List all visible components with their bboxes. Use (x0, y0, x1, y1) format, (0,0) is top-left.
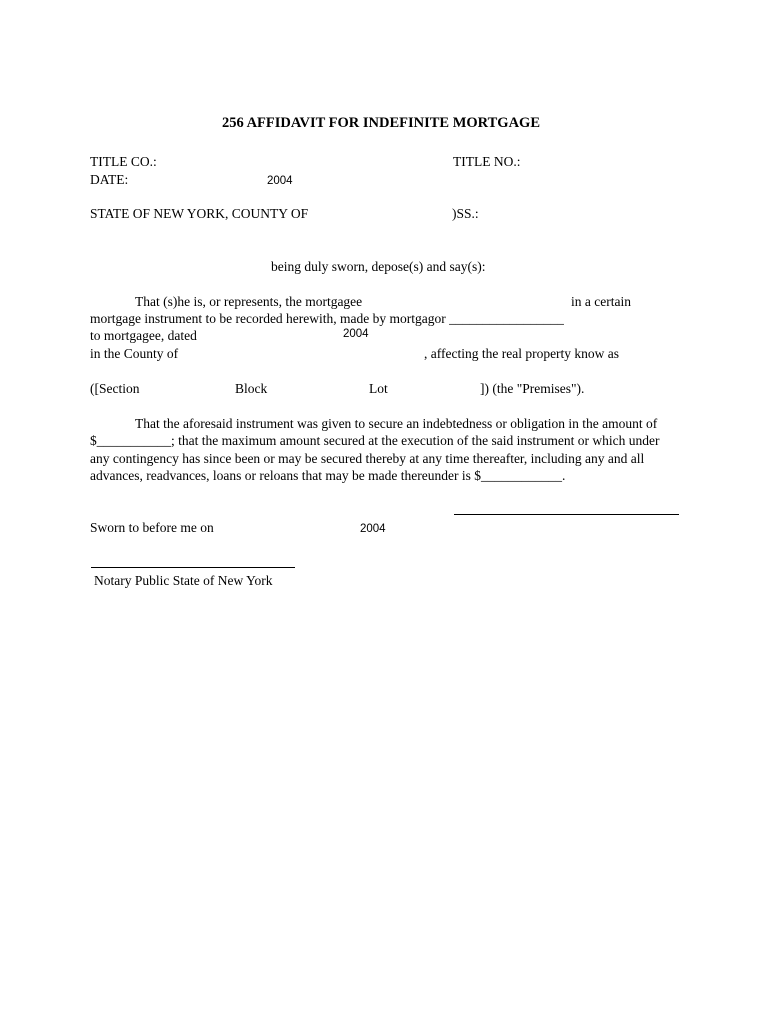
block-label: Block (235, 381, 268, 396)
para2-line3: any contingency has since been or may be secured thereby at any time thereafter, including any and all (90, 451, 645, 466)
lot-label: Lot (369, 381, 388, 396)
sworn-statement: being duly sworn, depose(s) and say(s): (271, 259, 486, 274)
ss-label: )SS.: (452, 206, 479, 221)
date-year: 2004 (267, 175, 293, 187)
section-label: ([Section (90, 381, 140, 396)
para1-line2: mortgage instrument to be recorded herewith, made by mortgagor _________________ (90, 311, 564, 326)
dated-year: 2004 (343, 328, 369, 340)
state-county-label: STATE OF NEW YORK, COUNTY OF (90, 206, 309, 221)
para1-line4-end: , affecting the real property know as (424, 346, 620, 361)
notary-signature-line (91, 567, 295, 568)
affiant-signature-line (454, 514, 679, 515)
para2-line2: $___________; that the maximum amount secured at the execution of the said instrument or which under (90, 433, 660, 448)
para2-line1: That the aforesaid instrument was given to secure an indebtedness or obligation in the amount of (135, 416, 658, 431)
notary-label: Notary Public State of New York (94, 573, 273, 588)
title-no-label: TITLE NO.: (453, 154, 521, 169)
sworn-before-label: Sworn to before me on (90, 520, 214, 535)
sworn-year: 2004 (360, 523, 386, 535)
date-label: DATE: (90, 172, 129, 187)
para1-line1-start: That (s)he is, or represents, the mortgagee (135, 294, 363, 309)
title-co-label: TITLE CO.: (90, 154, 157, 169)
para1-line3: to mortgagee, dated (90, 328, 197, 343)
document-title: 256 AFFIDAVIT FOR INDEFINITE MORTGAGE (222, 115, 540, 131)
para2-line4: advances, readvances, loans or reloans that may be made thereunder is $____________. (90, 468, 566, 483)
premises-label: ]) (the "Premises"). (480, 381, 585, 396)
para1-line1-end: in a certain (571, 294, 631, 309)
para1-line4-start: in the County of (90, 346, 179, 361)
